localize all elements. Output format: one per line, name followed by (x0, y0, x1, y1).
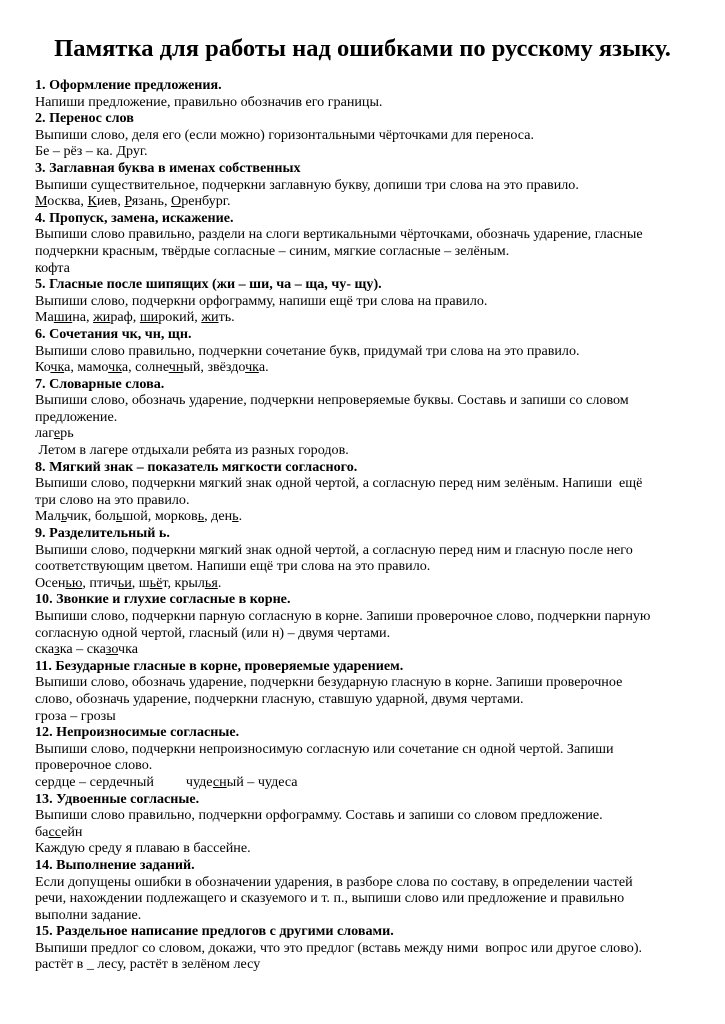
underlined-letter: ь (115, 508, 123, 525)
example-text: ый – чудеса (226, 773, 298, 790)
example-text: . (217, 574, 222, 591)
section-text: соответствующим цветом. Напиши ещё три слова на это правило. (35, 558, 431, 575)
example-text: раф, (110, 309, 140, 326)
section-text: Выпиши слово, подчеркни орфограмму, напиши ещё три слова на правило. (35, 292, 488, 309)
section-heading: 15. Раздельное написание предлогов с другими словами. (35, 923, 394, 940)
underlined-letter: К (87, 193, 97, 210)
underlined-letter: жи (201, 309, 219, 326)
section-example (35, 193, 695, 210)
example-text: , птич (82, 574, 118, 591)
section-text: Выпиши слово, подчеркни парную согласную в корне. Запиши проверочное слово, подчеркни парную (35, 608, 651, 624)
example-text: ть. (218, 309, 235, 326)
section-example (35, 508, 695, 525)
underlined-letter: е (53, 425, 61, 442)
underlined-letter: ью (65, 574, 83, 591)
underlined-letter: ь (60, 508, 67, 525)
section-heading: 8. Мягкий знак – показатель мягкости согласного. (35, 458, 358, 475)
section-text: согласную одной чертой, гласный (или н) – двумя чертами. (35, 624, 391, 641)
underlined-letter: ь (232, 508, 239, 525)
underlined-letter: ьё (149, 574, 163, 591)
underlined-letter: Р (124, 193, 132, 210)
underlined-letter: ьи (117, 574, 132, 591)
section-text: речи, нахождении подлежащего и сказуемого и т. п., выпиши слово или предложение и правильно (35, 890, 625, 907)
section-example (35, 774, 695, 791)
section-heading: 7. Словарные слова. (35, 375, 165, 392)
example-text: , ш (131, 574, 150, 591)
section-text: Выпиши слово, обозначь ударение, подчеркни безударную гласную в корне. Запиши проверочное (35, 674, 623, 691)
example-text: а, солне (121, 359, 169, 376)
section-text: Выпиши слово правильно, подчеркни орфограмму. Составь и запиши со словом предложение. (35, 807, 603, 824)
section-heading: 2. Перенос слов (35, 110, 134, 127)
section-text: Выпиши слово, подчеркни мягкий знак одной чертой, а согласную перед ним зелёным. Напиши ещё (35, 475, 643, 492)
section-text: проверочное слово. (35, 757, 153, 774)
section-example (35, 824, 695, 841)
example-text: це – сердечный (61, 773, 154, 790)
section-text: Выпиши слово правильно, подчеркни сочетание букв, придумай три слова на это правило. (35, 342, 580, 359)
example-text: ейн (61, 823, 83, 840)
section-text: Напиши предложение, правильно обозначив его границы. (35, 93, 383, 110)
example-text: сер (35, 773, 55, 790)
section-example (35, 575, 695, 592)
example-text: иев, (96, 193, 125, 210)
document-body (35, 77, 695, 973)
section-text: Выпиши слово правильно, раздели на слоги вертикальными чёрточками, обозначь ударение, гласные (35, 226, 643, 243)
example-text: чуде (185, 773, 213, 790)
section-example: кофта (35, 259, 70, 276)
section-heading: 14. Выполнение заданий. (35, 856, 195, 873)
underlined-letter: сс (48, 823, 62, 840)
section-example (35, 359, 695, 376)
example-text: осква, (47, 193, 88, 210)
section-example (35, 425, 695, 442)
underlined-letter: з (54, 641, 60, 658)
underlined-letter: д (54, 773, 62, 790)
section-heading: 3. Заглавная буква в именах собственных (35, 159, 301, 176)
section-heading: 9. Разделительный ь. (35, 525, 170, 542)
section-text: Выпиши предлог со словом, докажи, что это предлог (вставь между ними вопрос или другое слово). (35, 939, 643, 956)
example-text: шой, морков (122, 508, 198, 525)
example-text: , ден (204, 508, 233, 525)
section-text: Выпиши слово, обозначь ударение, подчеркни непроверяемые буквы. Составь и запиши со словом (35, 392, 629, 409)
section-text: Выпиши слово, подчеркни мягкий знак одной чертой, а согласную перед ним и гласную после него (35, 541, 633, 558)
underlined-letter: чк (245, 359, 259, 376)
section-heading: 12. Непроизносимые согласные. (35, 724, 240, 741)
underlined-letter: ь (197, 508, 205, 525)
example-text: язань, (131, 193, 172, 210)
underlined-letter: М (35, 193, 48, 210)
section-heading: 10. Звонкие и глухие согласные в корне. (35, 591, 291, 608)
example-sentence: Летом в лагере отдыхали ребята из разных городов. (35, 442, 349, 459)
section-heading: 1. Оформление предложения. (35, 77, 222, 93)
example-text: ка – ска (59, 641, 106, 658)
underlined-letter: чк (108, 359, 122, 376)
underlined-letter: чк (50, 359, 65, 376)
example-text: а. (258, 359, 269, 376)
underlined-letter: ши (139, 309, 159, 326)
section-text: подчеркни красным, твёрдые согласные – синим, мягкие согласные – зелёным. (35, 242, 510, 259)
section-example: Бе – рёз – ка. Друг. (35, 143, 148, 160)
section-text: слово, обозначь ударение, подчеркни гласную, ставшую ударной, двумя чертами. (35, 690, 524, 707)
section-text: Выпиши существительное, подчеркни заглавную букву, допиши три слова на это правило. (35, 176, 579, 193)
example-text: рь (60, 425, 74, 442)
section-heading: 11. Безударные гласные в корне, проверяемые ударением. (35, 657, 404, 674)
underlined-letter: жи (93, 309, 111, 326)
section-example (35, 309, 695, 326)
underlined-letter: зо (105, 641, 119, 658)
example-text: лаг (35, 425, 54, 442)
underlined-letter: сн (212, 773, 227, 790)
example-text: ренбург. (181, 193, 231, 210)
section-heading: 6. Сочетания чк, чн, щн. (35, 325, 192, 342)
underlined-letter: ши (53, 309, 73, 326)
underlined-letter: ья (204, 574, 218, 591)
section-heading: 5. Гласные после шипящих (жи – ши, ча – ща, чу- щу). (35, 276, 382, 293)
example-text: Ма (35, 309, 54, 326)
section-text: предложение. (35, 408, 118, 425)
example-text: чка (118, 641, 139, 658)
section-text: растёт в _ лесу, растёт в зелёном лесу (35, 956, 261, 973)
example-text: ска (35, 641, 55, 658)
example-text: рокий, (158, 309, 202, 326)
example-text: а, мамо (64, 359, 109, 376)
section-text: Выпиши слово, подчеркни непроизносимую согласную или сочетание сн одной чертой. Запиши (35, 740, 614, 757)
section-text: выполни задание. (35, 906, 142, 923)
example-text: . (238, 508, 243, 525)
section-text: три слово на это правило. (35, 491, 190, 508)
underlined-letter: О (171, 193, 182, 210)
section-text: Выпиши слово, деля его (если можно) горизонтальными чёрточками для переноса. (35, 126, 534, 143)
section-example (35, 641, 695, 658)
example-text: Ко (35, 359, 51, 376)
example-text: Осен (35, 574, 66, 591)
page-title: Памятка для работы над ошибками по русскому языку. (54, 35, 671, 62)
example-text: чик, бол (66, 508, 116, 525)
example-text: т, крыл (162, 574, 205, 591)
example-text: ый, звёздо (183, 359, 246, 376)
underlined-letter: чн (168, 359, 184, 376)
example-text: Мал (35, 508, 61, 525)
section-example: гроза – грозы (35, 707, 116, 724)
example-sentence: Каждую среду я плаваю в бассейне. (35, 840, 251, 857)
section-heading: 13. Удвоенные согласные. (35, 790, 200, 807)
example-text: ба (35, 823, 49, 840)
section-heading: 4. Пропуск, замена, искажение. (35, 209, 234, 226)
example-text: на, (72, 309, 94, 326)
section-text: Если допущены ошибки в обозначении ударения, в разборе слова по составу, в определении частей (35, 873, 633, 890)
